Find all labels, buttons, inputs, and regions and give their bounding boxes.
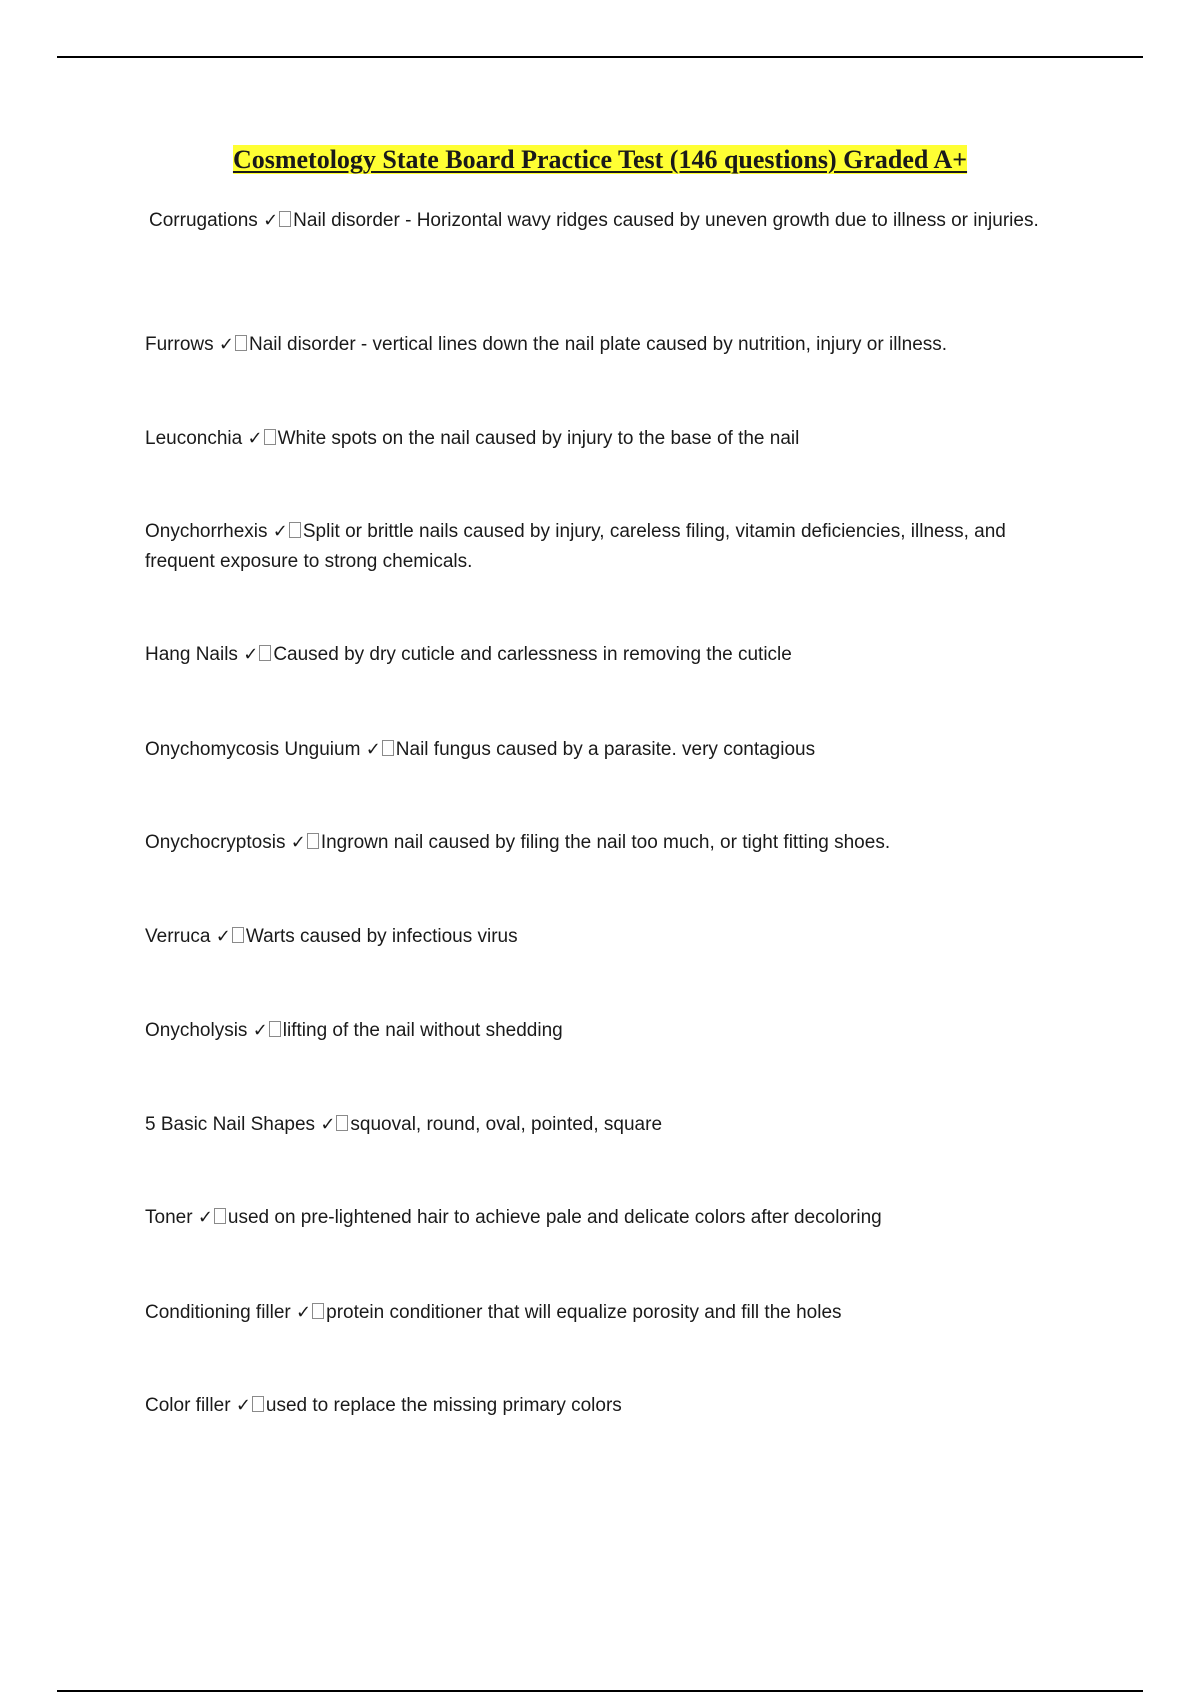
entry-term: Toner — [145, 1207, 193, 1228]
box-icon — [235, 335, 247, 351]
entry-definition: Warts caused by infectious virus — [245, 926, 518, 947]
list-item — [145, 517, 1075, 577]
entry-definition: Nail disorder - vertical lines down the nail plate caused by nutrition, injury or illness. — [249, 334, 948, 355]
list-item — [145, 1110, 1075, 1140]
entry-definition: used to replace the missing primary colors — [265, 1395, 622, 1416]
check-icon: ✓ — [247, 428, 263, 449]
list-item — [145, 1016, 1075, 1046]
check-icon: ✓ — [243, 644, 259, 665]
box-icon — [252, 1396, 264, 1412]
entry-term: Onychomycosis Unguium — [145, 739, 361, 760]
bottom-rule — [57, 1690, 1143, 1692]
box-icon — [269, 1021, 281, 1037]
box-icon — [264, 429, 276, 445]
check-icon: ✓ — [218, 334, 234, 355]
entry-definition: Nail disorder - Horizontal wavy ridges caused by uneven growth due to illness or injuries. — [293, 210, 1039, 231]
entry-term: Corrugations — [149, 210, 258, 231]
list-item — [145, 828, 1075, 858]
list-item — [145, 330, 1075, 360]
check-icon: ✓ — [263, 210, 279, 231]
check-icon: ✓ — [290, 832, 306, 853]
entry-term: Onychocryptosis — [145, 832, 286, 853]
box-icon — [214, 1208, 226, 1224]
box-icon — [232, 927, 244, 943]
check-icon: ✓ — [252, 1020, 268, 1041]
box-icon — [312, 1303, 324, 1319]
list-item — [145, 640, 1075, 670]
check-icon: ✓ — [365, 739, 381, 760]
check-icon: ✓ — [272, 521, 288, 542]
check-icon: ✓ — [197, 1207, 213, 1228]
box-icon — [279, 211, 291, 227]
list-item — [145, 922, 1075, 952]
list-item — [145, 1391, 1075, 1421]
entry-term: Verruca — [145, 926, 211, 947]
list-item — [145, 206, 1075, 236]
box-icon — [289, 522, 301, 538]
check-icon: ✓ — [296, 1302, 312, 1323]
entry-term: Onychorrhexis — [145, 521, 268, 542]
box-icon — [307, 833, 319, 849]
entry-term: Conditioning filler — [145, 1302, 291, 1323]
entry-definition: White spots on the nail caused by injury to the base of the nail — [277, 428, 800, 449]
box-icon — [336, 1115, 348, 1131]
title-container — [0, 143, 1200, 177]
entry-term: Hang Nails — [145, 644, 238, 665]
list-item — [145, 735, 1075, 765]
entry-term: Leuconchia — [145, 428, 243, 449]
box-icon — [382, 740, 394, 756]
entry-definition: used on pre-lightened hair to achieve pale and delicate colors after decoloring — [227, 1207, 882, 1228]
entry-definition: lifting of the nail without shedding — [282, 1020, 563, 1041]
entry-definition: Nail fungus caused by a parasite. very contagious — [395, 739, 816, 760]
entry-definition: Split or brittle nails caused by injury, careless filing, vitamin deficiencies, illness, and frequent exposure to strong chemicals. — [145, 521, 1006, 572]
list-item — [145, 424, 1075, 454]
entry-definition: Ingrown nail caused by filing the nail too much, or tight fitting shoes. — [320, 832, 891, 853]
check-icon: ✓ — [235, 1395, 251, 1416]
check-icon: ✓ — [320, 1114, 336, 1135]
entry-definition: squoval, round, oval, pointed, square — [350, 1114, 663, 1135]
list-item — [145, 1298, 1075, 1328]
entry-term: Onycholysis — [145, 1020, 248, 1041]
document-title: Cosmetology State Board Practice Test (146 questions) Graded A+ — [232, 145, 968, 174]
entry-definition: protein conditioner that will equalize porosity and fill the holes — [326, 1302, 842, 1323]
top-rule — [57, 56, 1143, 58]
entry-term: Color filler — [145, 1395, 231, 1416]
entry-definition: Caused by dry cuticle and carlessness in removing the cuticle — [273, 644, 792, 665]
entry-term: 5 Basic Nail Shapes — [145, 1114, 316, 1135]
entry-term: Furrows — [145, 334, 214, 355]
box-icon — [259, 645, 271, 661]
list-item — [145, 1203, 1075, 1233]
check-icon: ✓ — [215, 926, 231, 947]
